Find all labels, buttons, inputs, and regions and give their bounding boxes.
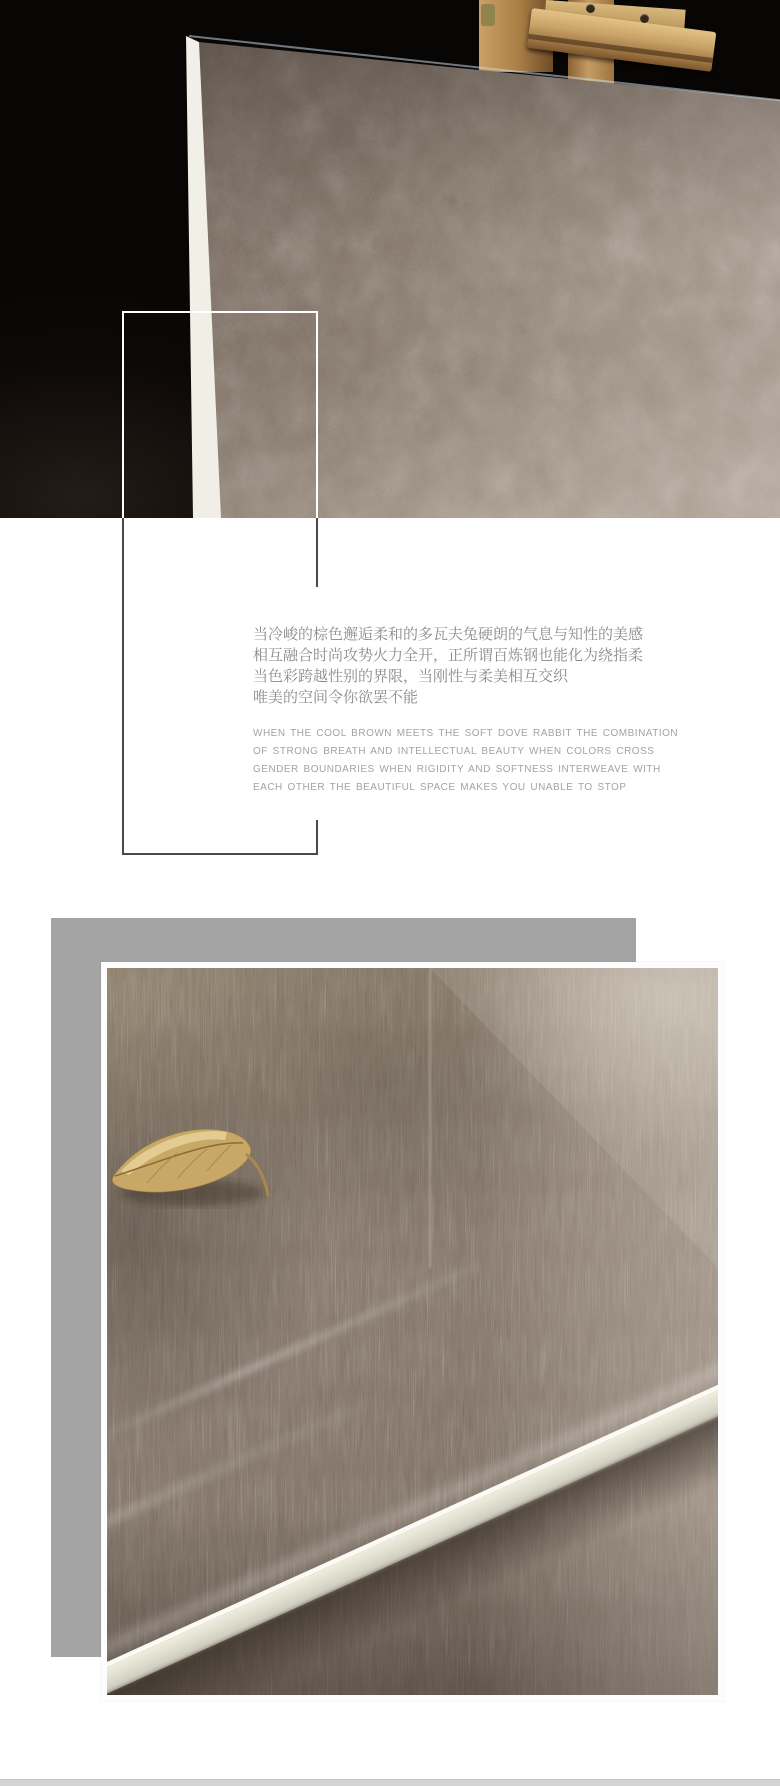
tile-face-shading [0,0,780,518]
easel-screw [640,14,649,23]
tile-slab-face [0,0,780,518]
intro-cn-line-3: 当色彩跨越性别的界限，当刚性与柔美相互交织 [253,668,569,685]
hero-photo [0,0,780,518]
intro-en-line-4: EACH OTHER THE BEAUTIFUL SPACE MAKES YOU UNABLE TO STOP [253,782,627,793]
bottom-divider [0,1779,780,1786]
fur-seam-line [429,968,431,1268]
intro-cn-line-2: 相互融合时尚攻势火力全开，正所谓百炼钢也能化为绕指柔 [253,647,644,664]
intro-text-block [240,587,679,820]
easel-screw [586,4,595,13]
easel-bolt [481,4,495,26]
gold-leaf-image [107,1113,277,1223]
intro-en-block [253,725,679,797]
intro-cn-line-1: 当冷峻的棕色邂逅柔和的多瓦夫兔硬朗的气息与知性的美感 [253,626,644,643]
outline-frame-upper [122,311,318,518]
intro-en-line-3: GENDER BOUNDARIES WHEN RIGIDITY AND SOFTNESS INTERWEAVE WITH [253,764,661,775]
intro-en-line-1: WHEN THE COOL BROWN MEETS THE SOFT DOVE RABBIT THE COMBINATION [253,728,679,739]
intro-cn-line-4: 唯美的空间令你欲罢不能 [253,689,419,706]
intro-en-line-2: OF STRONG BREATH AND INTELLECTUAL BEAUTY WHEN COLORS CROSS [253,746,655,757]
detail-photo-fur-texture [107,968,718,1695]
detail-photo-frame [101,962,724,1701]
